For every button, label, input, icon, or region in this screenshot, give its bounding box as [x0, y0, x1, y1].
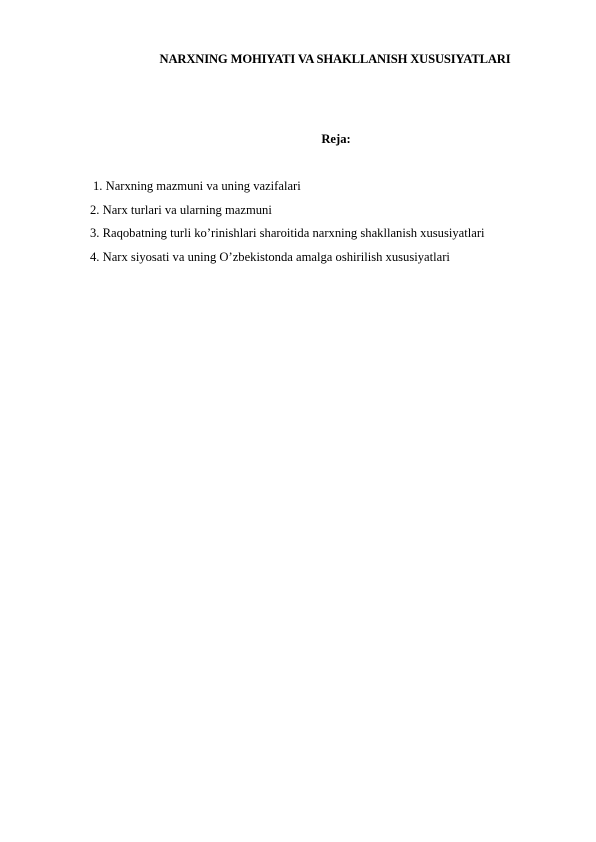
plan-item-number: 4. — [90, 250, 103, 264]
plan-item-number: 3. — [90, 226, 103, 240]
plan-item-2 — [90, 202, 272, 218]
plan-item-4 — [90, 249, 450, 265]
plan-item-text: Narx turlari va ularning mazmuni — [102, 203, 272, 217]
plan-heading: Reja: — [321, 132, 351, 146]
plan-item-text: Narxning mazmuni va uning vazifalari — [105, 179, 301, 193]
document-title: NARXNING MOHIYATI VA SHAKLLANISH XUSUSIYATLARI — [159, 52, 511, 66]
plan-item-number: 2. — [90, 203, 103, 217]
plan-item-text: Raqobatning turli ko’rinishlari sharoitida narxning shakllanish xususiyatlari — [102, 226, 485, 240]
plan-item-1 — [93, 178, 301, 194]
plan-item-text: Narx siyosati va uning O’zbekistonda amalga oshirilish xususiyatlari — [102, 250, 450, 264]
plan-item-3 — [90, 225, 485, 241]
plan-item-number: 1. — [93, 179, 106, 193]
